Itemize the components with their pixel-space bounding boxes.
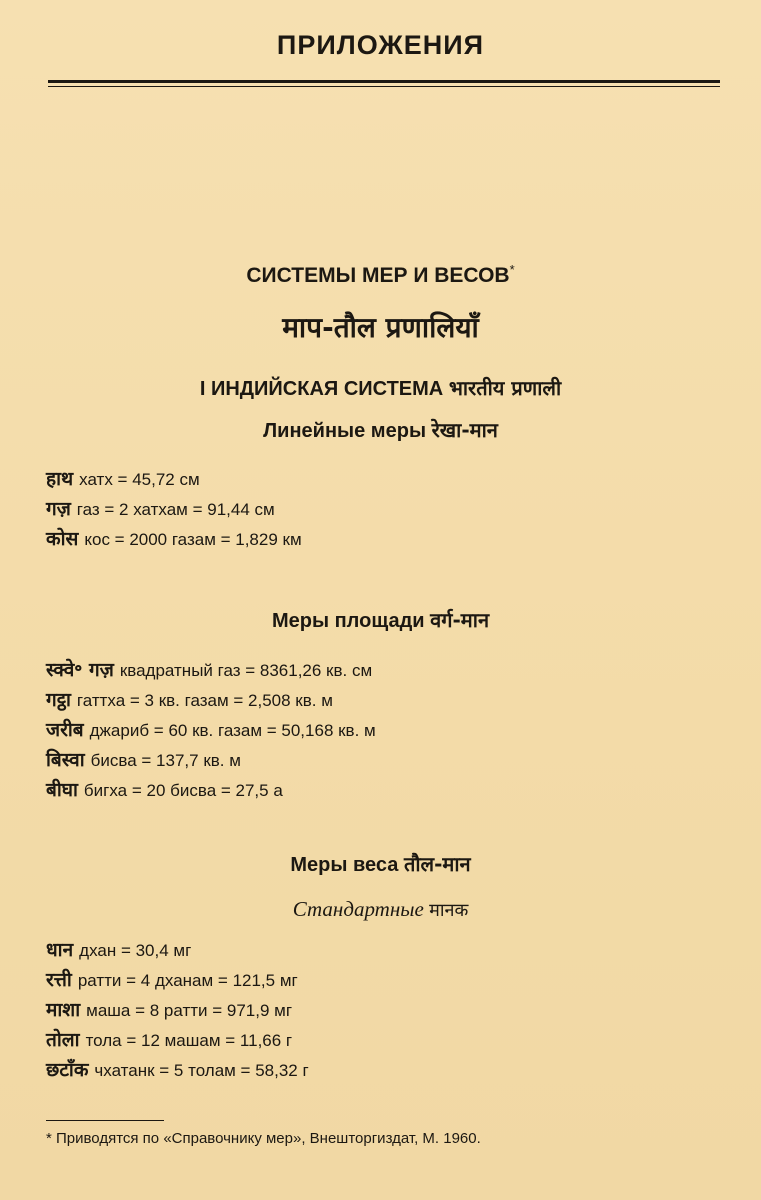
hindi-term: गज़ xyxy=(46,498,71,520)
hindi-term: धान xyxy=(46,939,74,961)
list-item xyxy=(46,494,302,524)
hindi-term: हाथ xyxy=(46,468,74,490)
hindi-term: बीघा xyxy=(46,779,78,801)
area-heading xyxy=(0,606,761,633)
weight-list xyxy=(46,935,309,1085)
list-item xyxy=(46,715,376,745)
section-heading-ru: I ИНДИЙСКАЯ СИСТЕМА xyxy=(199,378,444,400)
list-item xyxy=(46,745,376,775)
list-item xyxy=(46,965,309,995)
hindi-term: बिस्वा xyxy=(46,749,85,771)
linear-heading-ru: Линейные меры xyxy=(263,420,427,442)
list-item xyxy=(46,464,302,494)
hindi-term: रत्ती xyxy=(46,969,72,991)
definition: бигха = 20 бисва = 27,5 а xyxy=(83,781,283,800)
definition: гаттха = 3 кв. газам = 2,508 кв. м xyxy=(76,691,333,710)
definition: чхатанк = 5 толам = 58,32 г xyxy=(94,1061,309,1080)
main-title-ru: СИСТЕМЫ МЕР И ВЕСОВ xyxy=(246,264,510,287)
linear-list xyxy=(46,464,302,554)
definition: хатх = 45,72 см xyxy=(79,470,200,489)
hindi-term: जरीब xyxy=(46,719,84,741)
definition: джариб = 60 кв. газам = 50,168 кв. м xyxy=(89,721,376,740)
header-rule-thick xyxy=(48,80,720,83)
hindi-term: माशा xyxy=(46,999,81,1021)
definition: тола = 12 машам = 11,66 г xyxy=(85,1031,293,1050)
hindi-term: स्क्वे॰ गज़ xyxy=(46,659,114,681)
weight-heading-ru: Меры веса xyxy=(290,854,399,876)
definition: кос = 2000 газам = 1,829 км xyxy=(84,530,302,549)
list-item xyxy=(46,1025,309,1055)
page-header: ПРИЛОЖЕНИЯ xyxy=(276,30,485,60)
section-heading-hindi: भारतीय प्रणाली xyxy=(448,376,562,400)
weight-heading-hindi: तौल-मान xyxy=(403,852,471,876)
linear-heading-hindi: रेखा-मान xyxy=(431,418,498,442)
area-list xyxy=(46,655,376,805)
main-title xyxy=(0,262,761,288)
area-heading-hindi: वर्ग-मान xyxy=(430,608,490,632)
hindi-term: छटाँक xyxy=(46,1059,89,1081)
hindi-term: कोस xyxy=(46,528,79,550)
list-item xyxy=(46,655,376,685)
list-item xyxy=(46,1055,309,1085)
definition: дхан = 30,4 мг xyxy=(79,941,192,960)
standard-heading-ru: Стандартные xyxy=(292,897,424,921)
linear-heading xyxy=(0,416,761,443)
standard-heading-hindi: मानक xyxy=(429,900,469,921)
definition: маша = 8 ратти = 971,9 мг xyxy=(86,1001,293,1020)
definition: газ = 2 хатхам = 91,44 см xyxy=(76,500,275,519)
area-heading-ru: Меры площади xyxy=(271,610,425,632)
definition: ратти = 4 дханам = 121,5 мг xyxy=(77,971,298,990)
list-item xyxy=(46,995,309,1025)
definition: бисва = 137,7 кв. м xyxy=(90,751,241,770)
list-item xyxy=(46,524,302,554)
standard-heading xyxy=(0,897,761,922)
main-title-hindi: माप-तौल प्रणालियाँ xyxy=(282,311,479,344)
list-item xyxy=(46,775,376,805)
hindi-term: गट्ठा xyxy=(46,689,71,711)
section-heading xyxy=(0,374,761,401)
footnote-rule xyxy=(46,1120,164,1121)
hindi-term: तोला xyxy=(46,1029,80,1051)
footnote-marker: * xyxy=(509,262,515,277)
weight-heading xyxy=(0,850,761,877)
definition: квадратный газ = 8361,26 кв. см xyxy=(119,661,373,680)
footnote: * Приводятся по «Справочнику мер», Внешторгиздат, М. 1960. xyxy=(46,1130,481,1147)
header-rule-thin xyxy=(48,86,720,87)
list-item xyxy=(46,685,376,715)
list-item xyxy=(46,935,309,965)
